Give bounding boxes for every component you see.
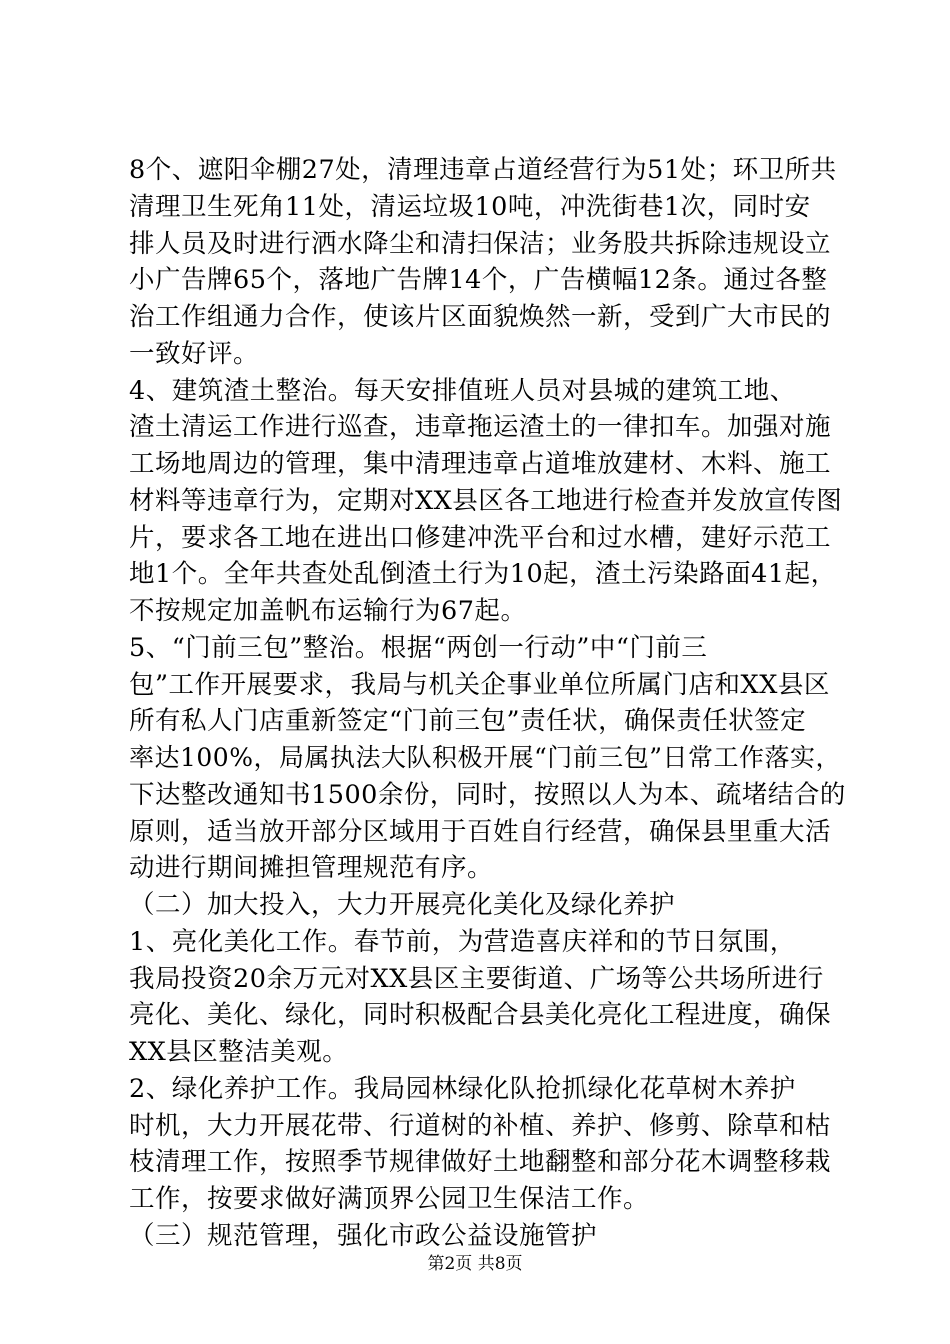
section-heading: （二）加大投入，大力开展亮化美化及绿化养护	[129, 890, 676, 920]
section-heading: （三）规范管理，强化市政公益设施管护	[129, 1221, 598, 1251]
paragraph-line: 5、“门前三包”整治。根据“两创一行动”中“门前三	[129, 633, 708, 663]
paragraph-line: 4、建筑渣土整治。每天安排值班人员对县城的建筑工地、	[129, 376, 796, 406]
paragraph-line: 8个、遮阳伞棚27处，清理违章占道经营行为51处；环卫所共	[129, 155, 837, 185]
paragraph-line: 动进行期间摊担管理规范有序。	[129, 853, 494, 883]
paragraph-line: 枝清理工作，按照季节规律做好土地翻整和部分花木调整移栽	[129, 1147, 832, 1177]
paragraph-line: 片，要求各工地在进出口修建冲洗平台和过水槽，建好示范工	[129, 523, 832, 553]
paragraph-line: 亮化、美化、绿化，同时积极配合县美化亮化工程进度，确保	[129, 1000, 832, 1030]
paragraph-line: 1、亮化美化工作。春节前，为营造喜庆祥和的节日氛围，	[129, 927, 796, 957]
paragraph-line: 渣土清运工作进行巡查，违章拖运渣土的一律扣车。加强对施	[129, 412, 832, 442]
paragraph-line: 排人员及时进行洒水降尘和清扫保洁；业务股共拆除违规设立	[129, 229, 832, 259]
paragraph-line: 地1个。全年共查处乱倒渣土行为10起，渣土污染路面41起，	[129, 559, 837, 589]
paragraph-line: 清理卫生死角11处，清运垃圾10吨，冲洗街巷1次，同时安	[129, 192, 811, 222]
paragraph-line: 一致好评。	[129, 339, 260, 369]
paragraph-line: 治工作组通力合作，使该片区面貌焕然一新，受到广大市民的	[129, 302, 832, 332]
paragraph-line: 时机，大力开展花带、行道树的补植、养护、修剪、除草和枯	[129, 1111, 832, 1141]
paragraph-line: 工场地周边的管理，集中清理违章占道堆放建材、木料、施工	[129, 449, 832, 479]
page-footer: 第2页 共8页	[427, 1254, 523, 1274]
paragraph-line: 我局投资20余万元对XX县区主要街道、广场等公共场所进行	[129, 964, 824, 994]
paragraph-line: 不按规定加盖帆布运输行为67起。	[129, 596, 527, 626]
paragraph-line: 工作，按要求做好满顶界公园卫生保洁工作。	[129, 1184, 650, 1214]
paragraph-line: 下达整改通知书1500余份，同时，按照以人为本、疏堵结合的	[129, 780, 846, 810]
paragraph-line: 原则，适当放开部分区域用于百姓自行经营，确保县里重大活	[129, 817, 832, 847]
paragraph-line: 小广告牌65个，落地广告牌14个，广告横幅12条。通过各整	[129, 265, 828, 295]
paragraph-line: 率达100%，局属执法大队积极开展“门前三包”日常工作落实，	[129, 743, 842, 772]
paragraph-line: 2、绿化养护工作。我局园林绿化队抢抓绿化花草树木养护	[129, 1074, 796, 1104]
paragraph-line: 材料等违章行为，定期对XX县区各工地进行检查并发放宣传图	[129, 486, 843, 516]
paragraph-line: 包”工作开展要求，我局与机关企事业单位所属门店和XX县区	[129, 670, 830, 700]
paragraph-line: XX县区整洁美观。	[129, 1037, 349, 1067]
paragraph-line: 所有私人门店重新签定“门前三包”责任状，确保责任状签定	[129, 706, 807, 736]
